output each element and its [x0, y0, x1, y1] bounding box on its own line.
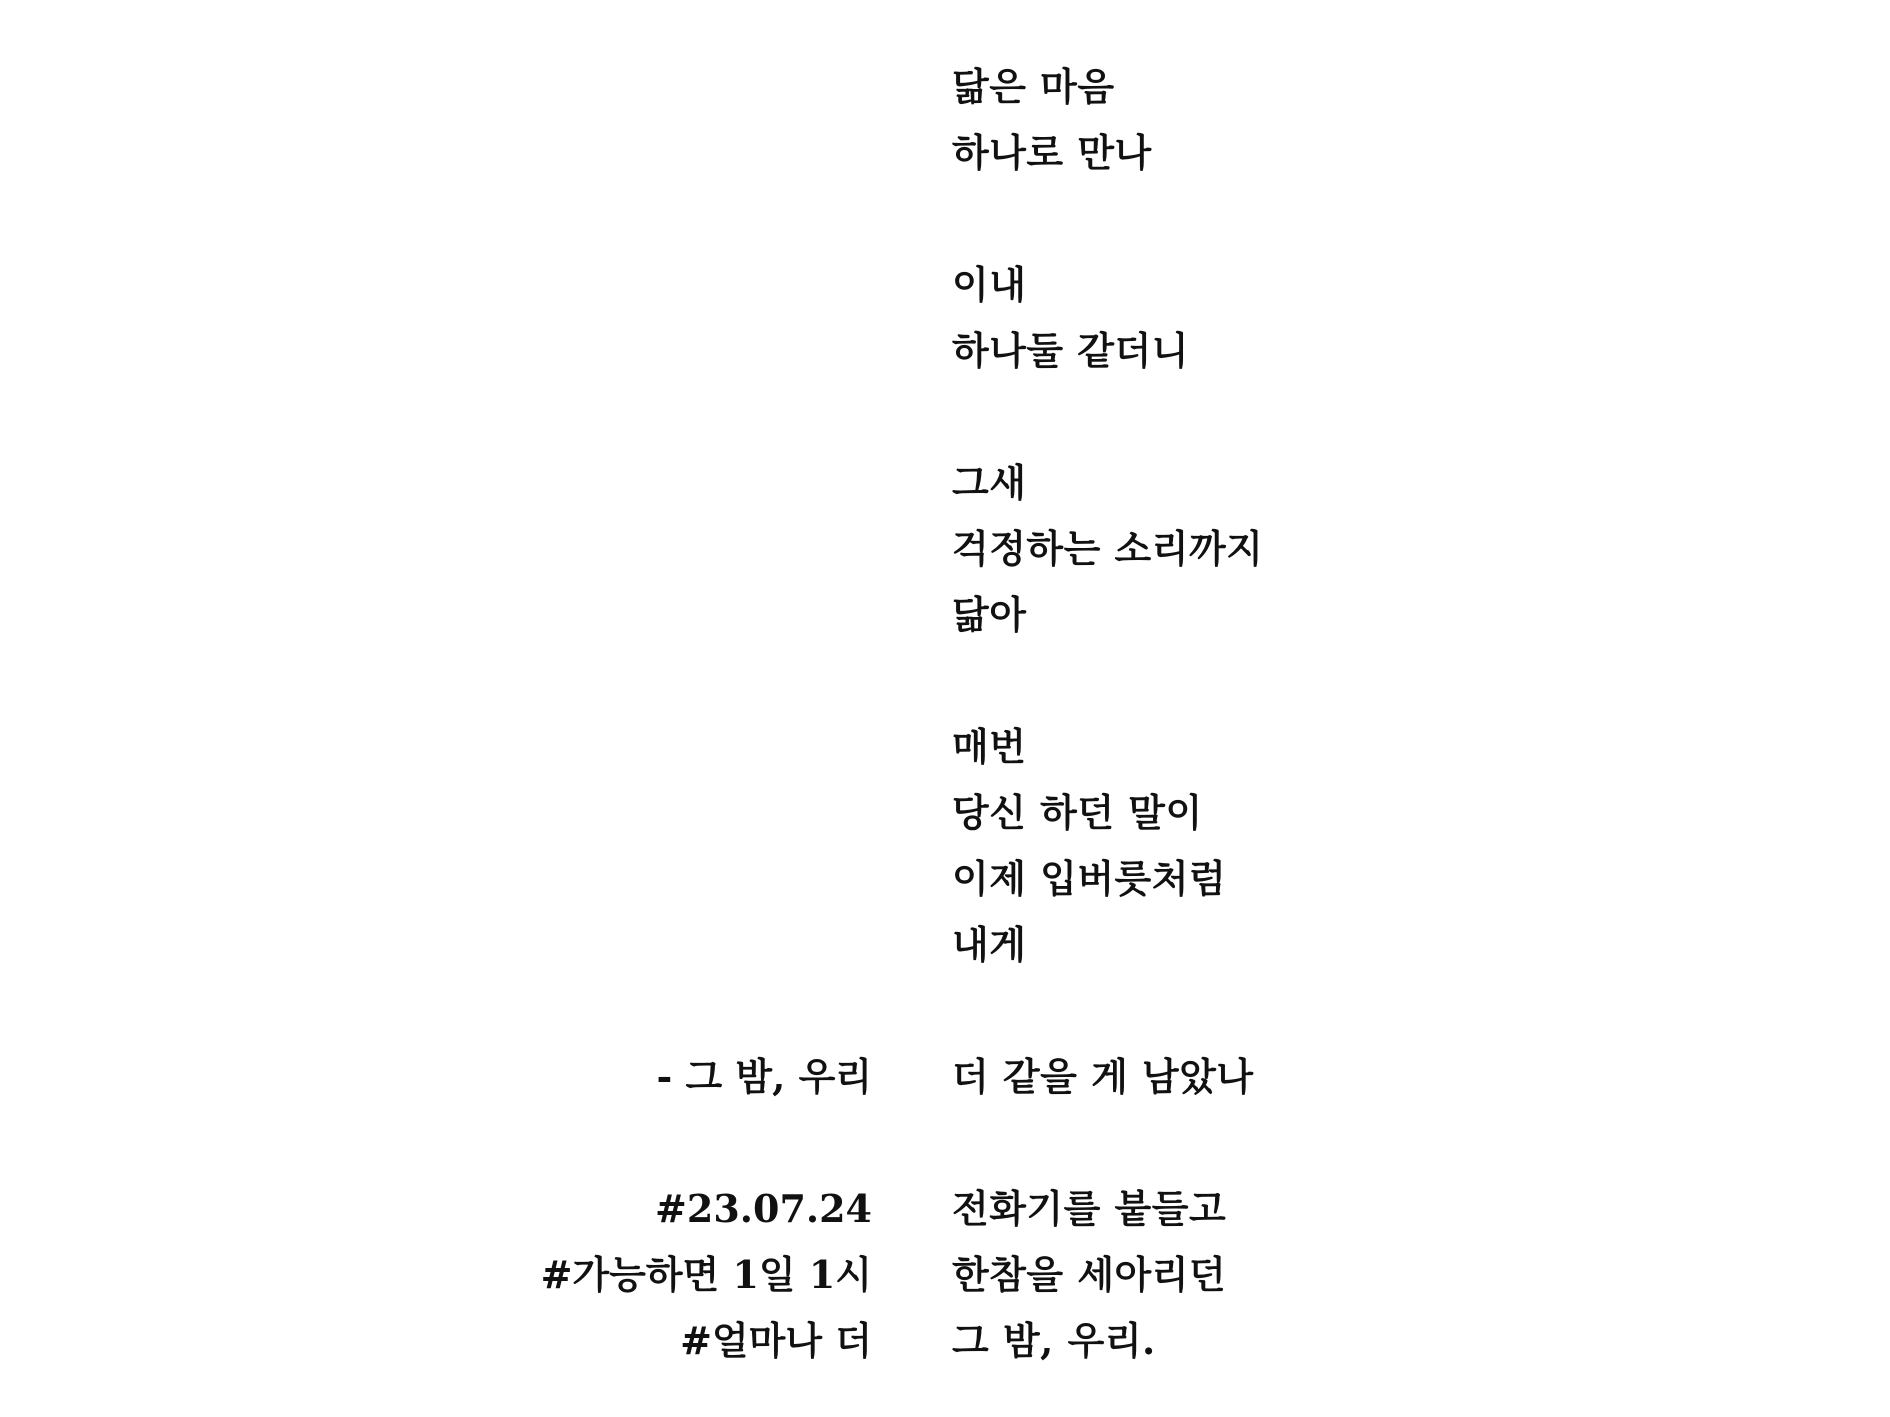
poem-line: 걱정하는 소리까지	[952, 526, 1264, 571]
poem-line: 전화기를 붙들고	[952, 1186, 1227, 1231]
stanza-2	[952, 252, 1263, 384]
poem-line: 내게	[952, 922, 1027, 967]
stanza-1	[952, 54, 1263, 186]
poem-line: 이내	[952, 262, 1027, 307]
poem-line: 당신 하던 말이	[952, 790, 1203, 835]
stanza-5	[952, 1044, 1263, 1110]
hashtag-list	[541, 1176, 872, 1374]
poem-line: 그 밤, 우리.	[952, 1318, 1156, 1363]
stanza-6	[952, 1176, 1263, 1374]
poem-body	[952, 54, 1263, 1374]
hashtag-date: #23.07.24	[655, 1186, 872, 1231]
hashtag-how-much: #얼마나 더	[680, 1318, 872, 1363]
poem-line: 하나로 만나	[952, 130, 1152, 175]
poem-line: 닮아	[952, 592, 1027, 637]
stanza-gap	[952, 384, 1263, 450]
stanza-gap	[952, 186, 1263, 252]
poem-line: 하나둘 같더니	[952, 328, 1189, 373]
stanza-gap	[952, 1110, 1263, 1176]
poem-line: 더 같을 게 남았나	[952, 1054, 1254, 1099]
hashtag-daily: #가능하면 1일 1시	[540, 1252, 872, 1297]
poem-line: 닮은 마음	[952, 64, 1115, 109]
poem-line: 매번	[952, 724, 1027, 769]
stanza-gap	[952, 978, 1263, 1044]
poem-line: 그새	[952, 460, 1027, 505]
stanza-gap	[952, 648, 1263, 714]
poem-title: - 그 밤, 우리	[656, 1054, 872, 1099]
stanza-4	[952, 714, 1263, 978]
poem-line: 이제 입버릇처럼	[952, 856, 1227, 901]
stanza-3	[952, 450, 1263, 648]
poem-line: 한참을 세아리던	[952, 1252, 1227, 1297]
